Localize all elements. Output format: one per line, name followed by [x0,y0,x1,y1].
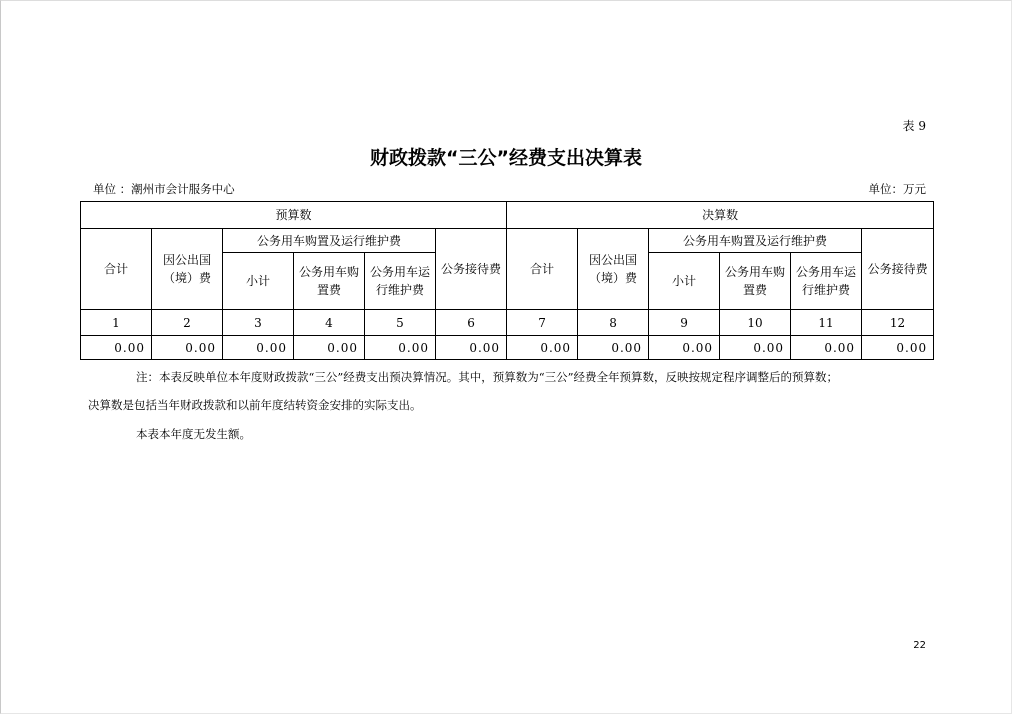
note-line-3: 本表本年度无发生额。 [136,427,251,441]
budget-reception-header: 公务接待费 [436,229,507,310]
value-cell: 0.00 [436,336,507,360]
budget-subtotal-header: 小计 [223,253,294,310]
value-cell: 0.00 [578,336,649,360]
note-line-2: 决算数是包括当年财政拨款和以前年度结转资金安排的实际支出。 [88,398,422,412]
page-number: 22 [913,640,926,651]
value-cell: 0.00 [223,336,294,360]
budget-total-header: 合计 [81,229,152,310]
value-cell: 0.00 [81,336,152,360]
value-cell: 0.00 [791,336,862,360]
column-number: 8 [578,310,649,336]
final-total-header: 合计 [507,229,578,310]
value-cell: 0.00 [649,336,720,360]
table-number: 表 9 [902,119,926,133]
value-cell: 0.00 [294,336,365,360]
final-vehicle-operation-header: 公务用车运行维护费 [791,253,862,310]
column-number: 4 [294,310,365,336]
value-cell: 0.00 [365,336,436,360]
final-group-header: 决算数 [507,202,934,229]
column-number: 2 [152,310,223,336]
column-number: 9 [649,310,720,336]
group-header-row [81,202,934,229]
three-public-expenses-table [80,201,934,360]
column-number: 1 [81,310,152,336]
column-number: 3 [223,310,294,336]
value-row [81,336,934,360]
header-row-1 [81,229,934,253]
final-vehicle-group-header: 公务用车购置及运行维护费 [649,229,862,253]
column-number: 5 [365,310,436,336]
column-number: 6 [436,310,507,336]
column-number: 11 [791,310,862,336]
final-abroad-header: 因公出国（境）费 [578,229,649,310]
budget-group-header: 预算数 [81,202,507,229]
value-cell: 0.00 [507,336,578,360]
column-number: 10 [720,310,791,336]
column-number: 7 [507,310,578,336]
page-title: 财政拨款“三公”经费支出决算表 [370,147,642,169]
budget-vehicle-operation-header: 公务用车运行维护费 [365,253,436,310]
note-line-1: 注：本表反映单位本年度财政拨款“三公”经费支出预决算情况。其中，预算数为“三公”经费全年预算数，反映按规定程序调整后的预算数； [136,370,839,384]
value-cell: 0.00 [862,336,934,360]
unit-currency: 单位：万元 [868,182,926,196]
column-number-row [81,310,934,336]
final-subtotal-header: 小计 [649,253,720,310]
budget-vehicle-purchase-header: 公务用车购置费 [294,253,365,310]
column-number: 12 [862,310,934,336]
value-cell: 0.00 [720,336,791,360]
final-vehicle-purchase-header: 公务用车购置费 [720,253,791,310]
unit-organization: 单位 ：潮州市会计服务中心 [93,182,235,196]
value-cell: 0.00 [152,336,223,360]
budget-abroad-header: 因公出国（境）费 [152,229,223,310]
budget-vehicle-group-header: 公务用车购置及运行维护费 [223,229,436,253]
final-reception-header: 公务接待费 [862,229,934,310]
